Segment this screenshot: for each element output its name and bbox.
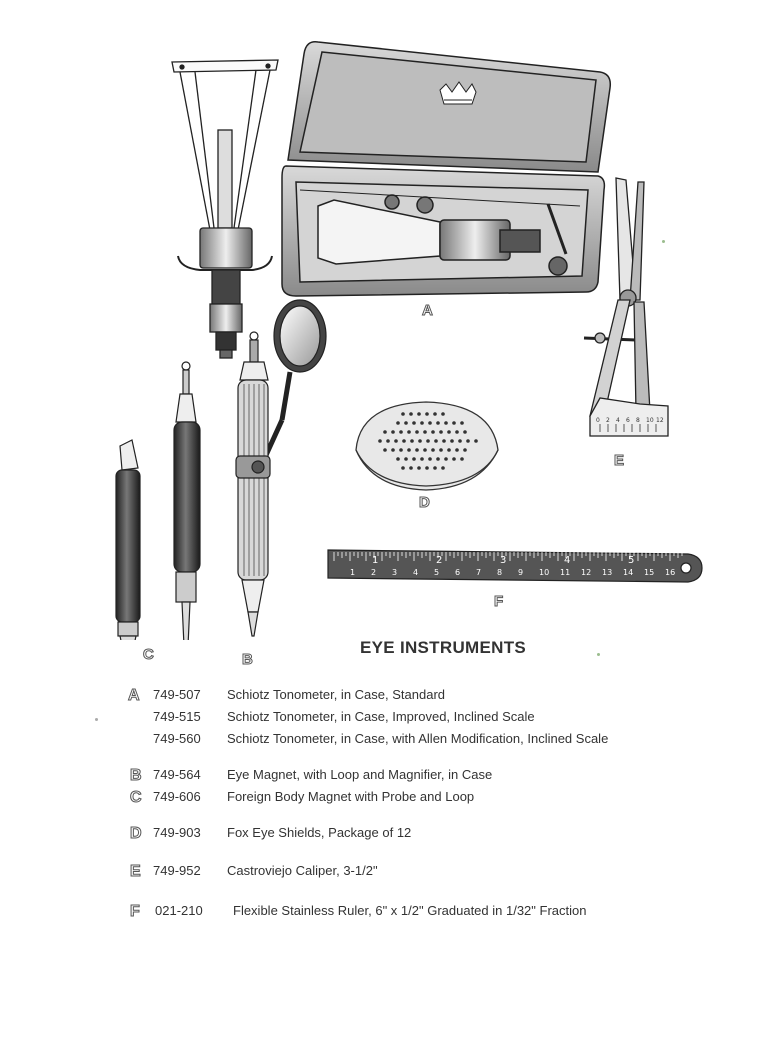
item-code: 749-560 bbox=[153, 731, 201, 746]
shield-hole bbox=[417, 466, 421, 470]
shield-hole bbox=[463, 448, 467, 452]
shield-hole bbox=[409, 466, 413, 470]
ruler-number: 2 bbox=[371, 568, 377, 577]
ruler-number: 16 bbox=[665, 568, 676, 577]
ruler-major-number: 5 bbox=[628, 555, 635, 566]
item-description: Foreign Body Magnet with Probe and Loop bbox=[227, 789, 475, 804]
shield-hole bbox=[417, 412, 421, 416]
shield-hole bbox=[444, 457, 448, 461]
caliper-scale-number: 2 bbox=[606, 417, 610, 424]
shield-hole bbox=[452, 421, 456, 425]
shield-hole bbox=[399, 430, 403, 434]
item-description: Schiotz Tonometer, in Case, with Allen Modification, Inclined Scale bbox=[227, 731, 609, 746]
shield-hole bbox=[415, 448, 419, 452]
figure-label-c: C bbox=[143, 646, 155, 663]
item-letter: C bbox=[130, 789, 142, 806]
ruler-number: 8 bbox=[497, 568, 503, 577]
shield-hole bbox=[378, 439, 382, 443]
print-speck bbox=[597, 653, 600, 656]
shield-hole bbox=[428, 457, 432, 461]
shield-hole bbox=[460, 457, 464, 461]
shield-hole bbox=[452, 457, 456, 461]
shield-hole bbox=[418, 439, 422, 443]
shield-hole bbox=[386, 439, 390, 443]
shield-hole bbox=[434, 439, 438, 443]
item-description: Eye Magnet, with Loop and Magnifier, in Case bbox=[227, 767, 493, 782]
caliper-scale-number: 10 bbox=[646, 417, 654, 424]
shield-hole bbox=[431, 448, 435, 452]
shield-hole bbox=[460, 421, 464, 425]
foreign-body-magnet-drawing bbox=[116, 440, 140, 640]
figure-label-a: A bbox=[422, 302, 434, 319]
item-description: Flexible Stainless Ruler, 6" x 1/2" Graduated in 1/32" Fraction bbox=[233, 903, 587, 918]
shield-hole bbox=[474, 439, 478, 443]
shield-hole bbox=[401, 412, 405, 416]
shield-hole bbox=[442, 439, 446, 443]
shield-hole bbox=[391, 430, 395, 434]
ruler-number: 3 bbox=[392, 568, 398, 577]
shield-hole bbox=[402, 439, 406, 443]
item-code: 749-564 bbox=[153, 767, 201, 782]
shield-hole bbox=[444, 421, 448, 425]
shield-hole bbox=[439, 448, 443, 452]
shield-hole bbox=[412, 457, 416, 461]
shield-hole bbox=[423, 448, 427, 452]
shield-hole bbox=[455, 448, 459, 452]
shield-hole bbox=[404, 457, 408, 461]
caliper-scale-number: 6 bbox=[626, 417, 630, 424]
shield-hole bbox=[396, 421, 400, 425]
shield-hole bbox=[404, 421, 408, 425]
tonometer-case-drawing bbox=[282, 42, 610, 296]
shield-hole bbox=[383, 448, 387, 452]
shield-hole bbox=[463, 430, 467, 434]
ruler-major-number: 1 bbox=[372, 555, 379, 566]
shield-hole bbox=[439, 430, 443, 434]
ruler-number: 1 bbox=[350, 568, 356, 577]
shield-hole bbox=[447, 448, 451, 452]
shield-hole bbox=[410, 439, 414, 443]
item-letter: A bbox=[128, 687, 140, 704]
eye-magnet-loupe-drawing bbox=[236, 300, 326, 636]
item-code: 749-903 bbox=[153, 825, 201, 840]
fox-eye-shield-drawing bbox=[356, 402, 498, 490]
caliper-scale-number: 4 bbox=[616, 417, 620, 424]
item-description: Castroviejo Caliper, 3-1/2" bbox=[227, 863, 378, 878]
ruler-number: 15 bbox=[644, 568, 655, 577]
caliper-scale-number: 8 bbox=[636, 417, 640, 424]
ruler-major-number: 4 bbox=[564, 555, 571, 566]
page-title: EYE INSTRUMENTS bbox=[360, 638, 527, 657]
print-speck bbox=[662, 240, 665, 243]
shield-hole bbox=[441, 412, 445, 416]
shield-hole bbox=[450, 439, 454, 443]
item-code: 749-606 bbox=[153, 789, 201, 804]
ruler-number: 9 bbox=[518, 568, 524, 577]
shield-hole bbox=[436, 457, 440, 461]
shield-hole bbox=[423, 430, 427, 434]
ruler-number: 14 bbox=[623, 568, 634, 577]
shield-hole bbox=[399, 448, 403, 452]
ruler-number: 11 bbox=[560, 568, 571, 577]
shield-hole bbox=[394, 439, 398, 443]
shield-hole bbox=[431, 430, 435, 434]
item-code: 021-210 bbox=[155, 903, 203, 918]
figure-label-d: D bbox=[419, 494, 431, 511]
item-letter: B bbox=[130, 767, 142, 784]
item-description: Fox Eye Shields, Package of 12 bbox=[227, 825, 412, 840]
shield-hole bbox=[455, 430, 459, 434]
item-code: 749-515 bbox=[153, 709, 201, 724]
shield-hole bbox=[426, 439, 430, 443]
shield-hole bbox=[425, 466, 429, 470]
caliper-scale-number: 0 bbox=[596, 417, 600, 424]
shield-hole bbox=[447, 430, 451, 434]
shield-hole bbox=[425, 412, 429, 416]
item-code: 749-952 bbox=[153, 863, 201, 878]
tonometer-drawing bbox=[172, 60, 278, 358]
ruler-number: 13 bbox=[602, 568, 613, 577]
shield-hole bbox=[466, 439, 470, 443]
item-letter: D bbox=[130, 825, 142, 842]
caliper-scale-number: 12 bbox=[656, 417, 664, 424]
ruler-number: 10 bbox=[539, 568, 550, 577]
shield-hole bbox=[458, 439, 462, 443]
print-speck bbox=[95, 718, 98, 721]
shield-hole bbox=[441, 466, 445, 470]
ruler-number: 7 bbox=[476, 568, 482, 577]
shield-hole bbox=[428, 421, 432, 425]
figure-label-e: E bbox=[614, 452, 626, 469]
shield-hole bbox=[383, 430, 387, 434]
ruler-major-number: 2 bbox=[436, 555, 443, 566]
shield-hole bbox=[407, 448, 411, 452]
figure-label-f: F bbox=[494, 593, 505, 610]
item-letter: F bbox=[130, 903, 140, 920]
figure-label-b: B bbox=[242, 651, 254, 668]
shield-hole bbox=[401, 466, 405, 470]
ruler-major-number: 3 bbox=[500, 555, 507, 566]
shield-hole bbox=[409, 412, 413, 416]
ruler-number: 12 bbox=[581, 568, 592, 577]
shield-hole bbox=[433, 412, 437, 416]
shield-hole bbox=[420, 421, 424, 425]
shield-hole bbox=[407, 430, 411, 434]
shield-hole bbox=[433, 466, 437, 470]
shield-hole bbox=[420, 457, 424, 461]
shield-hole bbox=[396, 457, 400, 461]
shield-hole bbox=[415, 430, 419, 434]
item-code: 749-507 bbox=[153, 687, 201, 702]
shield-hole bbox=[412, 421, 416, 425]
eye-magnet-probe-drawing bbox=[174, 362, 200, 640]
ruler-number: 5 bbox=[434, 568, 440, 577]
shield-hole bbox=[391, 448, 395, 452]
ruler-number: 6 bbox=[455, 568, 461, 577]
ruler-number: 4 bbox=[413, 568, 419, 577]
ruler-drawing bbox=[328, 550, 702, 582]
item-letter: E bbox=[130, 863, 141, 880]
item-description: Schiotz Tonometer, in Case, Improved, Inclined Scale bbox=[227, 709, 535, 724]
item-description: Schiotz Tonometer, in Case, Standard bbox=[227, 687, 445, 702]
shield-hole bbox=[436, 421, 440, 425]
